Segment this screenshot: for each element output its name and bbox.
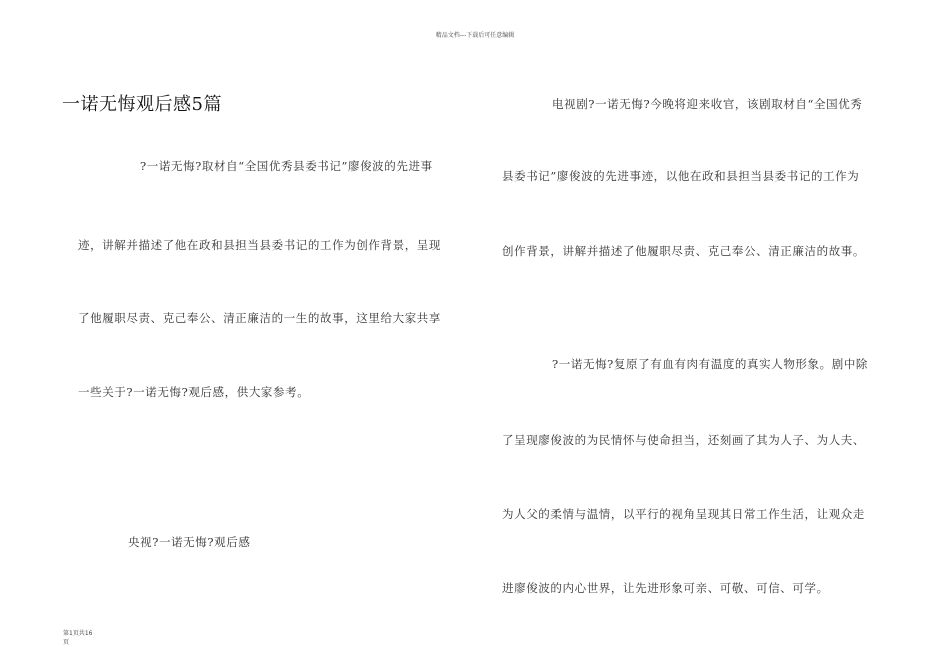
left-paragraph-line: 了他履职尽责、克己奉公、清正廉洁的一生的故事，这里给大家共享 — [78, 311, 441, 325]
left-paragraph-line: ?一诺无悔?取材自“全国优秀县委书记”廖俊波的先进事 — [140, 159, 433, 173]
page-number — [63, 629, 123, 647]
right-paragraph-line: 创作背景，讲解并描述了他履职尽责、克己奉公、清正廉洁的故事。 — [502, 244, 865, 258]
page-number-line: 第1页共16 — [63, 630, 93, 637]
right-paragraph-line: 县委书记”廖俊波的先进事迹，以他在政和县担当县委书记的工作为 — [502, 169, 860, 183]
left-paragraph-line: 迹，讲解并描述了他在政和县担当县委书记的工作为创作背景，呈现 — [78, 238, 441, 252]
right-paragraph-line: 进廖俊波的内心世界，让先进形象可亲、可敬、可信、可学。 — [502, 581, 829, 595]
right-paragraph-line: 了呈现廖俊波的为民情怀与使命担当，还刻画了其为人子、为人夫、 — [502, 433, 865, 447]
left-paragraph-line: 一些关于?一诺无悔?观后感，供大家参考。 — [78, 385, 310, 399]
right-paragraph-line: ?一诺无悔?复原了有血有肉有温度的真实人物形象。剧中除 — [552, 357, 869, 371]
right-paragraph-line: 为人父的柔情与温情，以平行的视角呈现其日常工作生活，让观众走 — [502, 507, 865, 521]
section-subheading: 央视?一诺无悔?观后感 — [128, 535, 251, 549]
page-header: 精品文档---下载后可任意编辑 — [435, 32, 515, 39]
right-paragraph-line: 电视剧?一诺无悔?今晚将迎来收官，该剧取材自“全国优秀 — [552, 97, 863, 111]
page-number-line: 页 — [63, 639, 70, 646]
document-title: 一诺无悔观后感5篇 — [62, 94, 222, 115]
